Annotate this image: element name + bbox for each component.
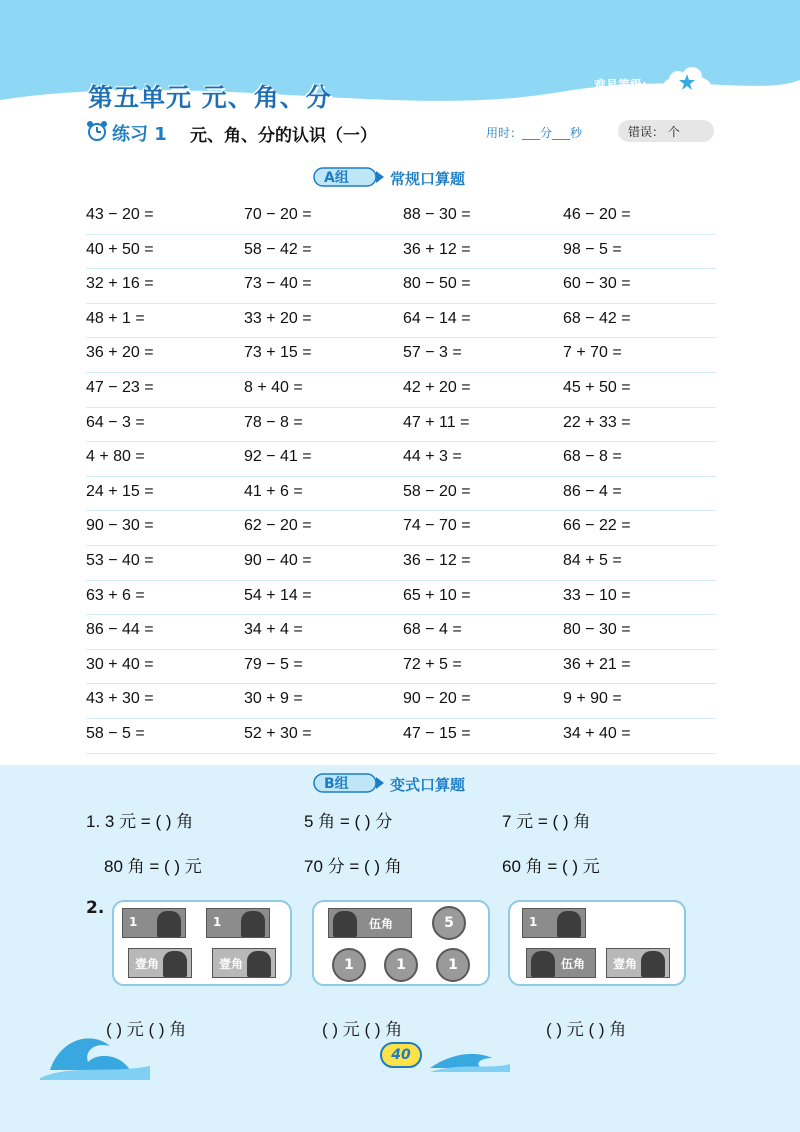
problem-cell[interactable]: 79 − 5 =: [244, 655, 303, 673]
problem-cell[interactable]: 58 − 20 =: [403, 482, 471, 500]
problem-cell[interactable]: 78 − 8 =: [244, 413, 303, 431]
five-jiao-coin: 5: [432, 906, 466, 940]
problem-cell[interactable]: 36 + 12 =: [403, 240, 471, 258]
problem-cell[interactable]: 46 − 20 =: [563, 206, 631, 223]
problem-row: [86, 581, 716, 616]
problem-cell[interactable]: 54 + 14 =: [244, 586, 312, 604]
problem-cell[interactable]: 30 + 40 =: [86, 655, 154, 673]
problem-cell[interactable]: 42 + 20 =: [403, 378, 471, 396]
one-jiao-coin: 1: [384, 948, 418, 982]
problem-cell[interactable]: 84 + 5 =: [563, 551, 622, 569]
problem-row: [86, 650, 716, 685]
problem-cell[interactable]: 44 + 3 =: [403, 448, 462, 466]
problem-row: [86, 719, 716, 754]
problem-cell[interactable]: 62 − 20 =: [244, 517, 312, 535]
problem-row: [86, 269, 716, 304]
problem-cell[interactable]: 34 + 40 =: [563, 724, 631, 742]
problem-cell[interactable]: 33 + 20 =: [244, 309, 312, 327]
problem-cell[interactable]: 86 − 4 =: [563, 482, 622, 500]
one-jiao-coin: 1: [436, 948, 470, 982]
exercise-header: [86, 118, 716, 146]
crayon-badge-icon: [312, 164, 384, 190]
problem-row: [86, 442, 716, 477]
problem-cell[interactable]: 68 − 4 =: [403, 621, 462, 639]
problem-cell[interactable]: 60 − 30 =: [563, 275, 631, 293]
problem-cell[interactable]: 9 + 90 =: [563, 690, 622, 708]
unit-title: 第五单元 元、角、分: [88, 83, 332, 112]
q1-item: 1. 3 元 = ( ) 角: [86, 812, 194, 831]
problem-cell[interactable]: 72 + 5 =: [403, 655, 462, 673]
problem-cell[interactable]: 90 − 20 =: [403, 690, 471, 708]
page-number: 40: [380, 1042, 422, 1068]
time-used-label: 用时：___分___秒: [486, 126, 583, 140]
problem-cell[interactable]: 30 + 9 =: [244, 690, 303, 708]
problem-cell[interactable]: 80 − 50 =: [403, 275, 471, 293]
problem-cell[interactable]: 64 − 3 =: [86, 413, 145, 431]
group-b-badge-text: B组: [324, 776, 349, 792]
problem-cell[interactable]: 64 − 14 =: [403, 309, 471, 327]
five-jiao-note: 伍角: [328, 908, 412, 938]
q1-item: 5 角 = ( ) 分: [304, 812, 393, 831]
q1-item: 7 元 = ( ) 角: [502, 812, 591, 831]
problem-cell[interactable]: 74 − 70 =: [403, 517, 471, 535]
q2-answer-2[interactable]: ( ) 元 ( ) 角: [322, 1020, 403, 1039]
problem-row: [86, 338, 716, 373]
problem-cell[interactable]: 40 + 50 =: [86, 240, 154, 258]
problem-cell[interactable]: 32 + 16 =: [86, 275, 154, 293]
problem-cell[interactable]: 34 + 4 =: [244, 621, 303, 639]
money-group-2: [312, 900, 490, 986]
problem-cell[interactable]: 47 + 11 =: [403, 413, 470, 431]
problem-cell[interactable]: 90 − 40 =: [244, 551, 312, 569]
q2-answer-1[interactable]: ( ) 元 ( ) 角: [106, 1020, 187, 1039]
problem-cell[interactable]: 58 − 42 =: [244, 240, 312, 258]
alarm-clock-icon: [86, 120, 108, 142]
q1-item: 70 分 = ( ) 角: [304, 857, 402, 876]
problem-row: [86, 304, 716, 339]
problem-row: [86, 235, 716, 270]
group-a-badge-text: A组: [324, 170, 349, 186]
cloud-star-icon: [660, 66, 714, 100]
problem-cell[interactable]: 73 − 40 =: [244, 275, 312, 293]
problem-cell[interactable]: 63 + 6 =: [86, 586, 145, 604]
problem-cell[interactable]: 47 − 23 =: [86, 378, 154, 396]
problem-row: [86, 408, 716, 443]
wave-decoration-right: [430, 1044, 510, 1072]
difficulty-label: 难易等级:: [594, 78, 647, 92]
problem-cell[interactable]: 7 + 70 =: [563, 344, 622, 362]
problem-cell[interactable]: 33 − 10 =: [563, 586, 631, 604]
problem-cell[interactable]: 53 − 40 =: [86, 551, 154, 569]
crayon-badge-icon: [312, 770, 384, 796]
q2-number: 2.: [86, 898, 105, 918]
errors-count-box: 错误： 个: [618, 120, 714, 142]
problem-cell[interactable]: 80 − 30 =: [563, 621, 631, 639]
problem-row: [86, 200, 716, 235]
problem-cell[interactable]: 73 + 15 =: [244, 344, 312, 362]
problem-cell[interactable]: 36 + 20 =: [86, 344, 154, 362]
problem-cell[interactable]: 68 − 42 =: [563, 309, 631, 327]
problem-cell[interactable]: 43 + 30 =: [86, 690, 154, 708]
problem-cell[interactable]: 36 − 12 =: [403, 551, 471, 569]
problem-row: [86, 477, 716, 512]
problem-cell[interactable]: 47 − 15 =: [403, 724, 471, 742]
problem-cell[interactable]: 41 + 6 =: [244, 482, 303, 500]
problem-cell[interactable]: 90 − 30 =: [86, 517, 154, 535]
one-yuan-note: 1: [522, 908, 586, 938]
exercise-title: 元、角、分的认识（一）: [190, 126, 377, 146]
problem-cell[interactable]: 98 − 5 =: [563, 240, 622, 258]
one-yuan-note: 1: [122, 908, 186, 938]
problem-row: [86, 615, 716, 650]
five-jiao-note: 伍角: [526, 948, 596, 978]
one-jiao-coin: 1: [332, 948, 366, 982]
problem-cell[interactable]: 22 + 33 =: [563, 413, 631, 431]
one-jiao-note: 壹角: [212, 948, 276, 978]
one-jiao-note: 壹角: [606, 948, 670, 978]
q1-item: 80 角 = ( ) 元: [104, 857, 202, 876]
problem-cell[interactable]: 58 − 5 =: [86, 724, 145, 742]
problem-cell[interactable]: 92 − 41 =: [244, 448, 312, 466]
problem-row: [86, 684, 716, 719]
one-jiao-note: 壹角: [128, 948, 192, 978]
problem-cell[interactable]: 57 − 3 =: [403, 344, 462, 362]
wave-decoration-left: [40, 1020, 160, 1080]
problem-cell[interactable]: 52 + 30 =: [244, 724, 312, 742]
problem-cell[interactable]: 70 − 20 =: [244, 206, 312, 223]
problem-cell[interactable]: 48 + 1 =: [86, 309, 145, 327]
problem-cell[interactable]: 68 − 8 =: [563, 448, 622, 466]
one-yuan-note: 1: [206, 908, 270, 938]
q1-item: 60 角 = ( ) 元: [502, 857, 600, 876]
problem-row: [86, 546, 716, 581]
problem-cell[interactable]: 24 + 15 =: [86, 482, 154, 500]
problem-cell[interactable]: 43 − 20 =: [86, 206, 154, 223]
problem-cell[interactable]: 36 + 21 =: [563, 655, 631, 673]
group-b-title: 变式口算题: [390, 776, 466, 794]
arithmetic-grid: [86, 200, 716, 754]
group-a-title: 常规口算题: [390, 170, 466, 188]
problem-cell[interactable]: 86 − 44 =: [86, 621, 154, 639]
problem-cell[interactable]: 66 − 22 =: [563, 517, 631, 535]
problem-cell[interactable]: 45 + 50 =: [563, 378, 631, 396]
exercise-number: 练习 1: [112, 124, 167, 145]
problem-row: [86, 511, 716, 546]
problem-cell[interactable]: 4 + 80 =: [86, 448, 145, 466]
q2-answer-3[interactable]: ( ) 元 ( ) 角: [546, 1020, 627, 1039]
money-group-3: [508, 900, 686, 986]
problem-cell[interactable]: 65 + 10 =: [403, 586, 471, 604]
problem-row: [86, 373, 716, 408]
problem-cell[interactable]: 8 + 40 =: [244, 378, 303, 396]
group-a-banner: [312, 164, 502, 190]
group-b-banner: [312, 770, 502, 796]
money-group-1: [112, 900, 292, 986]
problem-cell[interactable]: 88 − 30 =: [403, 206, 471, 223]
